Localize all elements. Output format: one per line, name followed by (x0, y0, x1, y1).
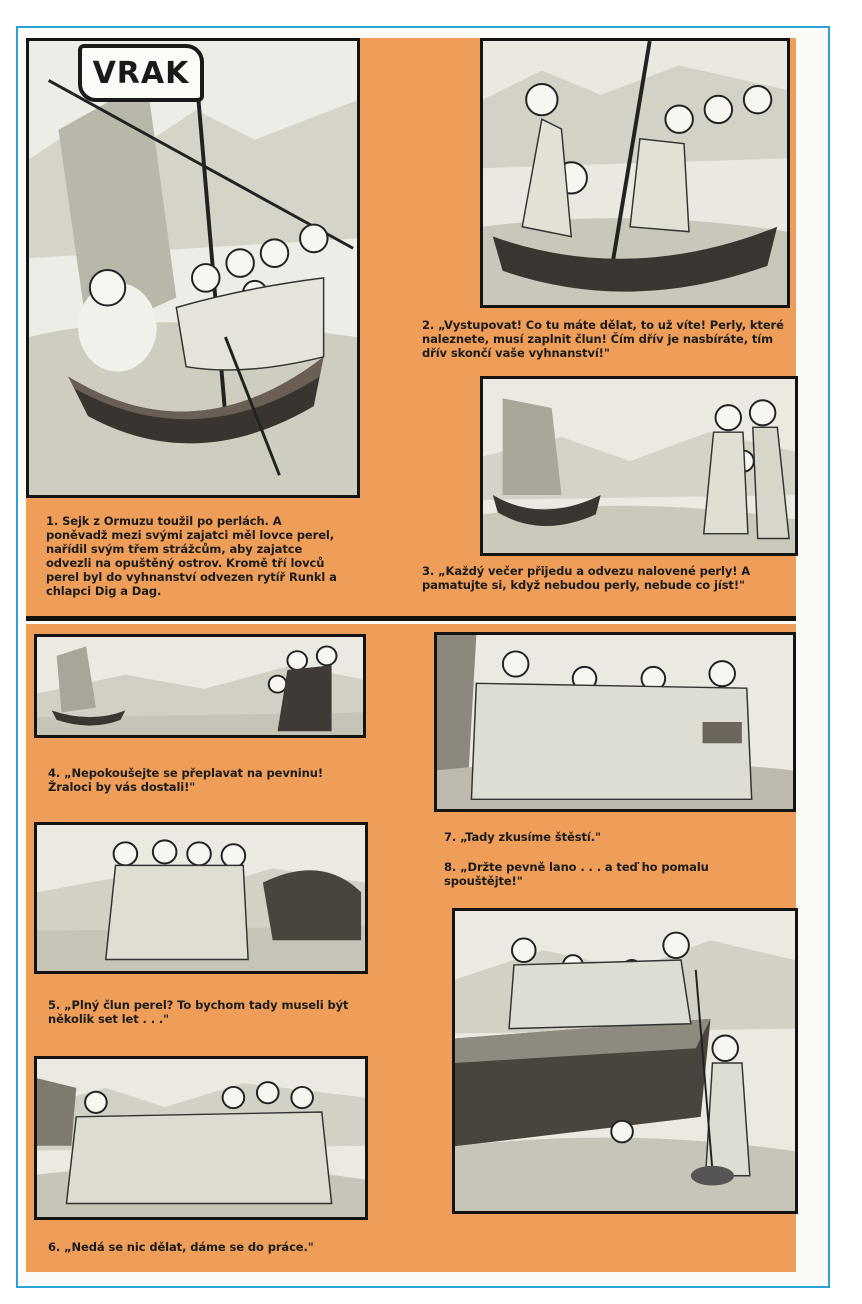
panel-4-caption: 4. „Nepokoušejte se přeplavat na pevninu! Žraloci by vás dostali!" (48, 766, 323, 794)
panel-3-caption: 3. „Každý večer přijedu a odvezu nalovené perly! A pamatujte si, když nebudou perly, nebude co jíst!" (422, 564, 751, 592)
panel-8-caption: 8. „Držte pevně lano . . . a teď ho pomalu spouštějte!" (444, 860, 709, 888)
panel-1-image (26, 38, 360, 498)
panel-4-image (34, 634, 366, 738)
panel-5-image (34, 822, 368, 974)
panel-7-caption: 7. „Tady zkusíme štěstí." (444, 830, 601, 844)
section-divider (26, 616, 796, 621)
panel-3-image (480, 376, 798, 556)
panel-7-image (434, 632, 796, 812)
panel-6-caption: 6. „Nedá se nic dělat, dáme se do práce." (48, 1240, 314, 1254)
panel-5-caption: 5. „Plný člun perel? To bychom tady museli být několik set let . . ." (48, 998, 349, 1026)
panel-8-image (452, 908, 798, 1214)
comic-title: VRAK (78, 44, 204, 102)
panel-6-image (34, 1056, 368, 1220)
panel-1-caption: 1. Sejk z Ormuzu toužil po perlách. A poněvadž mezi svými zajatci měl lovce perel, nařídil svým třem strážcům, aby zajatce odvezli na opuštěný ostrov. Kromě tří lovců perel byl do vyhnanství odvezen rytíř Runkl a chlapci Dig a Dag. (46, 514, 337, 598)
comic-page (20, 32, 826, 1282)
panel-2-image (480, 38, 790, 308)
panel-2-caption: 2. „Vystupovat! Co tu máte dělat, to už víte! Perly, které naleznete, musí zaplnit člun! Čím dřív je nasbíráte, tím dřív skončí vaše vyhnanství!" (422, 318, 784, 360)
